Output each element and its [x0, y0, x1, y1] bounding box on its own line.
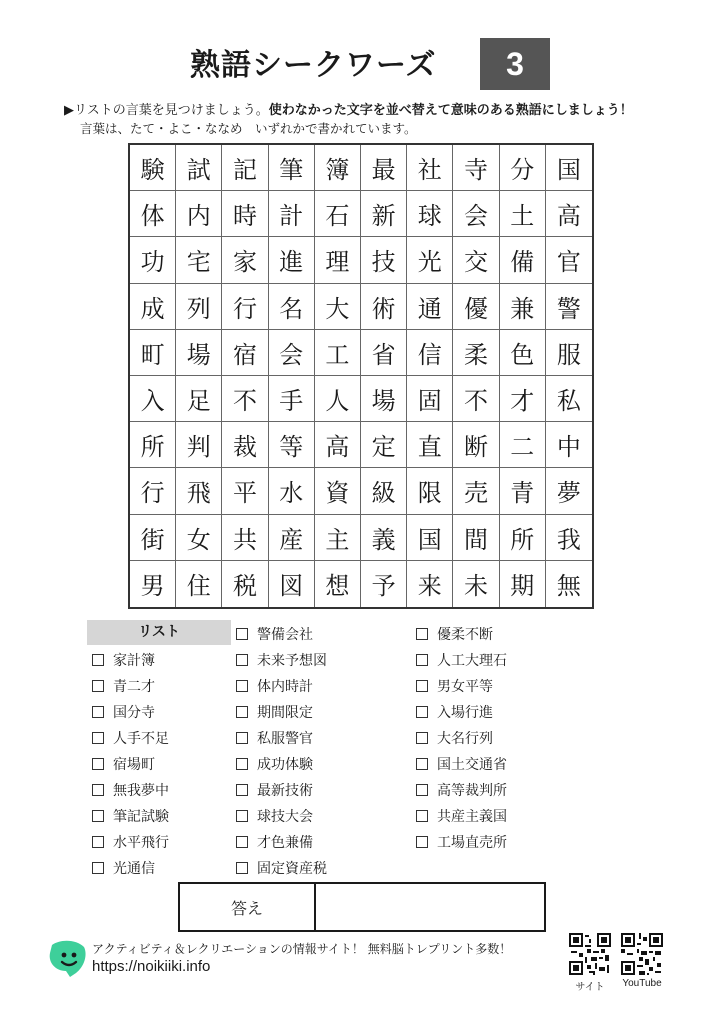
word-list-item: [236, 650, 327, 670]
grid-cell[interactable]: 術: [361, 284, 407, 330]
grid-cell[interactable]: 交: [453, 237, 499, 283]
word-list-label: 国分寺: [113, 705, 155, 721]
grid-cell[interactable]: 予: [361, 561, 407, 607]
word-list-label: 筆記試験: [113, 809, 169, 825]
grid-cell[interactable]: 足: [176, 376, 222, 422]
checkbox[interactable]: [92, 862, 104, 874]
word-list-label: 水平飛行: [113, 835, 169, 851]
grid-cell[interactable]: 筆: [269, 145, 315, 191]
grid-cell[interactable]: 信: [407, 330, 453, 376]
grid-cell[interactable]: 石: [315, 191, 361, 237]
word-list-label: 固定資産税: [257, 861, 327, 877]
word-list-item: [416, 832, 507, 852]
checkbox[interactable]: [416, 680, 428, 692]
grid-cell[interactable]: 技: [361, 237, 407, 283]
checkbox[interactable]: [236, 654, 248, 666]
grid-cell[interactable]: 土: [500, 191, 546, 237]
checkbox[interactable]: [236, 706, 248, 718]
word-list-label: 国土交通省: [437, 757, 507, 773]
word-list-label: 球技大会: [257, 809, 313, 825]
checkbox[interactable]: [92, 758, 104, 770]
word-list-label: 才色兼備: [257, 835, 313, 851]
word-list-item: [236, 754, 313, 774]
answer-field[interactable]: [316, 884, 544, 930]
grid-cell[interactable]: 記: [222, 145, 268, 191]
word-list-label: 青二才: [113, 679, 155, 695]
word-list-label: 私服警官: [257, 731, 313, 747]
grid-cell[interactable]: 工: [315, 330, 361, 376]
page-title: 熟語シークワーズ: [190, 48, 437, 83]
grid-cell[interactable]: 国: [407, 515, 453, 561]
grid-cell[interactable]: 体: [130, 191, 176, 237]
grid-cell[interactable]: 町: [130, 330, 176, 376]
word-list-item: [416, 806, 507, 826]
word-list-label: 男女平等: [437, 679, 493, 695]
word-list-label: 大名行列: [437, 731, 493, 747]
grid-cell[interactable]: 無: [556, 572, 581, 601]
grid-cell[interactable]: 行: [222, 284, 268, 330]
grid-cell[interactable]: 主: [315, 515, 361, 561]
checkbox[interactable]: [236, 628, 248, 640]
grid-cell[interactable]: 警: [546, 284, 592, 330]
grid-cell[interactable]: 水: [269, 468, 315, 514]
word-list-item: [236, 702, 313, 722]
grid-cell[interactable]: 宅: [176, 237, 222, 283]
checkbox[interactable]: [236, 862, 248, 874]
checkbox[interactable]: [416, 628, 428, 640]
grid-cell[interactable]: 我: [546, 515, 592, 561]
grid-cell[interactable]: 官: [546, 237, 592, 283]
grid-cell[interactable]: 税: [222, 561, 268, 607]
checkbox[interactable]: [236, 758, 248, 770]
grid-cell[interactable]: 寺: [453, 145, 499, 191]
grid-cell[interactable]: 国: [546, 145, 592, 191]
grid-cell[interactable]: 験: [130, 145, 176, 191]
youtube-qr-label: YouTube: [622, 978, 662, 989]
word-list-item: [236, 832, 313, 852]
word-list-label: 無我夢中: [113, 783, 169, 799]
word-list-label: 家計簿: [113, 653, 155, 669]
word-list-label: 光通信: [113, 861, 155, 877]
grid-cell[interactable]: 進: [269, 237, 315, 283]
checkbox[interactable]: [416, 784, 428, 796]
word-list-label: 工場直売所: [437, 835, 507, 851]
answer-label: 答え: [180, 884, 316, 930]
grid-cell[interactable]: 光: [407, 237, 453, 283]
grid-cell[interactable]: 手: [269, 376, 315, 422]
word-list-label: 最新技術: [257, 783, 313, 799]
grid-cell[interactable]: 優: [453, 284, 499, 330]
word-list-item: [92, 858, 155, 878]
word-list-label: 人手不足: [113, 731, 169, 747]
grid-cell[interactable]: 才: [500, 376, 546, 422]
grid-cell[interactable]: 売: [453, 468, 499, 514]
grid-cell[interactable]: 試: [176, 145, 222, 191]
word-list-label: 共産主義国: [437, 809, 507, 825]
grid-cell[interactable]: 飛: [176, 468, 222, 514]
word-list-item: [92, 754, 155, 774]
grid-cell[interactable]: 限: [407, 468, 453, 514]
checkbox[interactable]: [236, 784, 248, 796]
grid-cell[interactable]: 場: [361, 376, 407, 422]
footer-url-link[interactable]: https://noikiiki.info: [92, 958, 211, 975]
grid-cell[interactable]: 固: [407, 376, 453, 422]
grid-cell[interactable]: 入: [130, 376, 176, 422]
grid-cell[interactable]: 資: [315, 468, 361, 514]
grid-cell[interactable]: 時: [222, 191, 268, 237]
grid-cell[interactable]: 簿: [315, 145, 361, 191]
word-list-label: 優柔不断: [437, 627, 493, 643]
word-list-item: [416, 754, 507, 774]
word-search-grid: [128, 143, 594, 609]
checkbox[interactable]: [92, 784, 104, 796]
word-list-item: [236, 780, 313, 800]
checkbox[interactable]: [236, 680, 248, 692]
word-list-label: 成功体験: [257, 757, 313, 773]
word-list-header: リスト: [87, 620, 231, 645]
grid-cell[interactable]: 図: [269, 561, 315, 607]
word-list-item: [236, 728, 313, 748]
grid-cell[interactable]: 裁: [222, 422, 268, 468]
grid-cell[interactable]: 会: [453, 191, 499, 237]
grid-cell[interactable]: 人: [315, 376, 361, 422]
checkbox[interactable]: [416, 654, 428, 666]
grid-cell[interactable]: 場: [176, 330, 222, 376]
grid-cell[interactable]: 分: [500, 145, 546, 191]
word-list-item: [416, 702, 493, 722]
grid-cell[interactable]: 義: [361, 515, 407, 561]
word-list-item: [92, 650, 155, 670]
site-qr-code-icon[interactable]: [569, 933, 611, 975]
grid-cell[interactable]: 功: [130, 237, 176, 283]
grid-cell[interactable]: 行: [130, 468, 176, 514]
grid-cell[interactable]: 産: [269, 515, 315, 561]
grid-cell[interactable]: 新: [361, 191, 407, 237]
answer-box: [178, 882, 546, 932]
grid-cell[interactable]: 判: [176, 422, 222, 468]
grid-cell[interactable]: 街: [130, 515, 176, 561]
checkbox[interactable]: [92, 654, 104, 666]
grid-cell[interactable]: 定: [361, 422, 407, 468]
grid-cell[interactable]: 所: [500, 515, 546, 561]
word-list-item: [92, 780, 169, 800]
checkbox[interactable]: [236, 732, 248, 744]
word-list-label: 人工大理石: [437, 653, 507, 669]
checkbox[interactable]: [416, 836, 428, 848]
grid-cell[interactable]: 間: [453, 515, 499, 561]
checkbox[interactable]: [236, 810, 248, 822]
instruction-line-1: [64, 99, 633, 118]
grid-cell[interactable]: 成: [130, 284, 176, 330]
grid-cell[interactable]: 等: [269, 422, 315, 468]
grid-cell[interactable]: 期: [500, 561, 546, 607]
site-logo-icon: [46, 937, 88, 979]
grid-cell[interactable]: 色: [500, 330, 546, 376]
instruction-bold: 使わなかった文字を並べ替えて意味のある熟語にしましょう！: [268, 103, 633, 118]
checkbox[interactable]: [92, 810, 104, 822]
word-list-item: [92, 702, 155, 722]
word-list-label: 宿場町: [113, 757, 155, 773]
word-list-label: 未来予想図: [257, 653, 327, 669]
grid-cell[interactable]: 会: [269, 330, 315, 376]
grid-cell[interactable]: 私: [546, 376, 592, 422]
grid-cell[interactable]: 未: [453, 561, 499, 607]
site-qr-label: サイト: [575, 982, 605, 993]
word-list-item: [236, 806, 313, 826]
checkbox[interactable]: [416, 810, 428, 822]
grid-cell[interactable]: 社: [407, 145, 453, 191]
puzzle-number-badge: 3: [480, 38, 550, 90]
grid-cell[interactable]: 夢: [546, 468, 592, 514]
checkbox[interactable]: [92, 706, 104, 718]
grid-cell[interactable]: 球: [407, 191, 453, 237]
checkbox[interactable]: [92, 732, 104, 744]
grid-cell[interactable]: 級: [361, 468, 407, 514]
word-list-label: 高等裁判所: [437, 783, 507, 799]
grid-cell[interactable]: 服: [546, 330, 592, 376]
grid-cell[interactable]: 高: [315, 422, 361, 468]
checkbox[interactable]: [416, 758, 428, 770]
grid-cell[interactable]: 直: [407, 422, 453, 468]
grid-cell[interactable]: 所: [130, 422, 176, 468]
word-list-item: [416, 780, 507, 800]
grid-cell[interactable]: 家: [222, 237, 268, 283]
word-list-label: 期間限定: [257, 705, 313, 721]
grid-cell[interactable]: 通: [407, 284, 453, 330]
checkbox[interactable]: [92, 680, 104, 692]
footer-tagline: アクティビティ＆レクリエーションの情報サイト！ 無料脳トレプリント多数！: [92, 942, 512, 956]
grid-cell[interactable]: 断: [453, 422, 499, 468]
grid-cell[interactable]: 不: [453, 376, 499, 422]
word-list-label: 警備会社: [257, 627, 313, 643]
grid-cell[interactable]: 大: [315, 284, 361, 330]
grid-cell[interactable]: 高: [546, 191, 592, 237]
word-list-item: [416, 728, 493, 748]
grid-cell[interactable]: 宿: [222, 330, 268, 376]
grid-cell[interactable]: 想: [315, 561, 361, 607]
grid-cell[interactable]: 共: [222, 515, 268, 561]
grid-cell[interactable]: 二: [500, 422, 546, 468]
word-list-label: 体内時計: [257, 679, 313, 695]
word-list-item: [92, 832, 169, 852]
word-list-label: 入場行進: [437, 705, 493, 721]
grid-cell[interactable]: 女: [176, 515, 222, 561]
checkbox[interactable]: [416, 732, 428, 744]
grid-cell[interactable]: 柔: [453, 330, 499, 376]
word-list-item: [92, 728, 169, 748]
word-list-item: [416, 676, 493, 696]
word-list-item: [416, 624, 493, 644]
word-list-item: [236, 676, 313, 696]
word-list-item: [416, 650, 507, 670]
grid-cell[interactable]: 備: [500, 237, 546, 283]
word-list-item: [236, 858, 327, 878]
grid-cell[interactable]: 来: [407, 561, 453, 607]
grid-cell[interactable]: 内: [176, 191, 222, 237]
grid-cell[interactable]: 省: [361, 330, 407, 376]
grid-cell[interactable]: 兼: [500, 284, 546, 330]
grid-cell[interactable]: 住: [176, 561, 222, 607]
grid-cell[interactable]: 理: [315, 237, 361, 283]
checkbox[interactable]: [92, 836, 104, 848]
grid-cell[interactable]: 最: [361, 145, 407, 191]
word-list-item: [92, 676, 155, 696]
checkbox[interactable]: [416, 706, 428, 718]
grid-cell[interactable]: 平: [222, 468, 268, 514]
checkbox[interactable]: [236, 836, 248, 848]
word-list-item: [236, 624, 313, 644]
youtube-qr-code-icon[interactable]: [621, 933, 663, 975]
grid-cell[interactable]: 名: [269, 284, 315, 330]
grid-cell[interactable]: 青: [500, 468, 546, 514]
grid-cell[interactable]: 列: [176, 284, 222, 330]
word-list-item: [92, 806, 169, 826]
grid-cell[interactable]: 不: [222, 376, 268, 422]
grid-cell[interactable]: 男: [130, 561, 176, 607]
instruction-line-2: 言葉は、たて・よこ・ななめ いずれかで書かれています。: [80, 121, 417, 136]
instruction-plain: ▶リストの言葉を見つけましょう。: [64, 103, 269, 118]
grid-cell[interactable]: 中: [546, 422, 592, 468]
grid-cell[interactable]: 計: [269, 191, 315, 237]
